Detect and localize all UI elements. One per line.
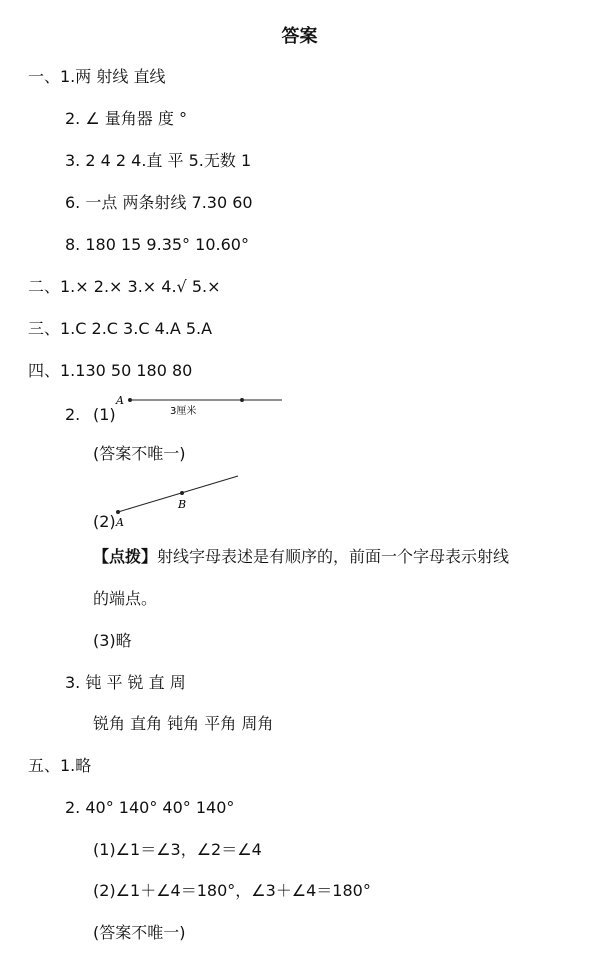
point-b-dot — [240, 398, 244, 402]
answer-section-4-q2-number: 2. — [65, 405, 81, 424]
answer-section-4-q2-part3: (3)略 — [93, 631, 132, 650]
point-a-label: A — [116, 394, 124, 407]
point-a-dot — [128, 398, 132, 402]
answer-section-4-line-1: 四、1.130 50 180 80 — [28, 361, 193, 380]
answer-section-4-q3-line-1: 3. 钝 平 锐 直 周 — [65, 673, 186, 692]
answer-section-1-line-3: 3. 2 4 2 4.直 平 5.无数 1 — [65, 151, 252, 170]
answer-section-4-q2-part1-label: (1) — [93, 405, 116, 424]
length-label: 3厘米 — [170, 406, 197, 417]
answer-section-1-line-1: 一、1.两 射线 直线 — [28, 67, 166, 86]
answer-section-5-line-1: 五、1.略 — [28, 756, 92, 775]
answer-section-3: 三、1.C 2.C 3.C 4.A 5.A — [28, 319, 213, 338]
answer-section-5-q2-note: (答案不唯一) — [93, 923, 186, 942]
ray-figure-1 — [110, 390, 290, 420]
answer-section-1-line-2: 2. ∠ 量角器 度 ° — [65, 109, 187, 128]
page-title: 答案 — [281, 26, 318, 47]
hint-label: 【点拨】 — [93, 547, 158, 566]
point-a-dot — [116, 510, 120, 514]
point-b-label: B — [178, 498, 187, 511]
hint-line-2: 的端点。 — [93, 589, 158, 608]
answer-section-1-line-5: 8. 180 15 9.35° 10.60° — [65, 235, 249, 254]
answer-section-1-line-4: 6. 一点 两条射线 7.30 60 — [65, 193, 253, 212]
answer-section-4-q2-part2-label: (2) — [93, 512, 116, 531]
point-a-label: A — [116, 516, 124, 529]
point-b-dot — [180, 491, 184, 495]
hint-text: 射线字母表述是有顺序的，前面一个字母表示射线 — [157, 547, 510, 566]
answer-section-4-q3-line-2: 锐角 直角 钝角 平角 周角 — [93, 714, 274, 733]
answer-section-5-q2-part1: (1)∠1＝∠3，∠2＝∠4 — [93, 840, 262, 859]
answer-section-5-q2-part2: (2)∠1＋∠4＝180°，∠3＋∠4＝180° — [93, 881, 371, 900]
hint-line-1 — [93, 546, 509, 568]
answer-section-5-q2: 2. 40° 140° 40° 140° — [65, 798, 235, 817]
answer-section-2: 二、1.× 2.× 3.× 4.√ 5.× — [28, 277, 221, 296]
answer-section-4-q2-note: (答案不唯一) — [93, 444, 186, 463]
ray-figure-2 — [110, 470, 250, 530]
